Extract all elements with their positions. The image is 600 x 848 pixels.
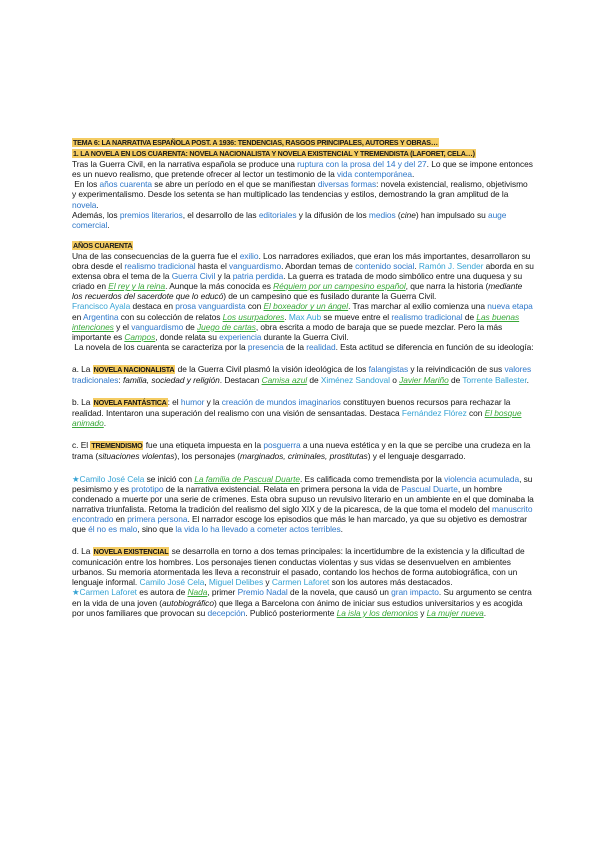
highlighted-term: NOVELA FANTÁSTICA [93, 398, 167, 408]
keyword: creación de mundos imaginarios [221, 397, 341, 408]
text: . [103, 418, 107, 429]
keyword: realidad [306, 341, 336, 352]
text: de [307, 374, 321, 385]
text: . [483, 607, 486, 618]
text: b. La [72, 397, 93, 408]
text: . [340, 524, 343, 534]
text: hasta el [195, 261, 230, 272]
text: . El narrador escoge los episodios que más le han marcado, ya que su objetivo es demostrar que [72, 513, 527, 534]
section-heading-anos-cuarenta [72, 240, 534, 251]
author-name: Camilo José Cela [79, 473, 145, 484]
work-title: El boxeador y un ángel [263, 301, 349, 312]
text: cine [400, 209, 416, 220]
author-name: Torrente Ballester [462, 374, 527, 385]
text: , donde relata su [155, 331, 220, 342]
text: situaciones violentas [98, 451, 175, 462]
keyword: vida contemporánea [336, 169, 412, 180]
text: . [411, 169, 415, 180]
paragraph-cela [72, 474, 534, 535]
text: o [389, 374, 400, 385]
text: , primer [207, 587, 238, 598]
keyword: Premio Nadal [237, 587, 288, 598]
highlighted-term: NOVELA EXISTENCIAL [93, 547, 169, 557]
work-title: Juego de cartas [197, 321, 256, 332]
text: de [183, 321, 198, 332]
text: y la [215, 271, 233, 282]
text: se inició con [144, 473, 195, 484]
text: ) han impulsado su [415, 209, 488, 220]
text: y la difusión de los [296, 209, 369, 220]
text: : el [167, 397, 181, 408]
text: ), los personajes ( [174, 451, 241, 462]
section-label: AÑOS CUARENTA [73, 240, 133, 250]
keyword: exilio [239, 250, 259, 261]
text: . [284, 311, 289, 322]
text: con su colección de relatos [118, 311, 223, 322]
keyword: violencia acumulada [444, 473, 520, 484]
star-icon: ★ [72, 587, 80, 598]
text: marginados, criminales, prostitutas [240, 451, 368, 462]
text: . [526, 374, 529, 385]
text: de [462, 311, 477, 322]
text: en [113, 513, 128, 524]
paragraph-novela-fantastica [72, 397, 534, 428]
text: ) y el lenguaje desgarrado. [367, 451, 466, 462]
paragraph-exilio [72, 251, 534, 301]
keyword: auge comercial [72, 209, 507, 230]
text: de la Guerra Civil plasmó la visión ideológica de los [175, 363, 369, 374]
keyword: prototipo [131, 483, 164, 494]
keyword: contenido social [355, 261, 415, 272]
text: . [414, 261, 419, 272]
keyword: humor [180, 397, 205, 408]
keyword: primera persona [127, 513, 188, 524]
author-name: Miguel Delibes [208, 577, 264, 588]
text: . Destacan [219, 374, 262, 385]
keyword: años cuarenta [99, 179, 152, 190]
paragraph-intro [72, 159, 534, 179]
text: . Es calificada como tremendista por la [300, 473, 445, 484]
text: a. La [72, 363, 93, 374]
text: , su pesimismo y es [72, 473, 533, 494]
highlighted-term: NOVELA NACIONALISTA [93, 364, 175, 374]
text: se mueve entre el [321, 311, 392, 322]
text: . Aunque la más conocida es [165, 281, 274, 292]
text: , un hombre condenado a muerte por una serie de crímenes. Esta obra supuso un revulsivo literario en un ambiente en el que dominaba la narrativa triunfalista. Retoma la tradición del realismo del siglo XIX y de la picaresca, de la que toma el modelo del [72, 483, 534, 514]
paragraph-tremendismo [72, 440, 534, 461]
work-title: Camisa azul [261, 374, 308, 385]
work-title: Los usurpadores [222, 311, 285, 322]
text: y [417, 607, 427, 618]
heading-line-2: 1. LA NOVELA EN LOS CUARENTA: NOVELA NACIONALISTA Y NOVELA EXISTENCIAL Y TREMENDISTA (LAFORET, CELA…) [73, 149, 475, 159]
text: . Esta actitud se diferencia en función de su ideología: [335, 341, 534, 352]
text: y la [204, 397, 222, 408]
keyword: realismo tradicional [124, 261, 196, 272]
keyword: manuscrito encontrado [72, 503, 533, 524]
work-title: El bosque animado [72, 408, 522, 429]
paragraph-forty-years [72, 179, 534, 229]
text: fue una etiqueta impuesta en la [143, 440, 264, 451]
text: con [245, 301, 264, 312]
author-name: Ramón J. Sender [418, 261, 484, 272]
keyword: novela [72, 199, 97, 210]
keyword: diversas formas [317, 179, 377, 190]
keyword: la vida lo ha llevado a cometer actos terribles [175, 524, 341, 534]
text: Tras la Guerra Civil, en la narrativa española se produce una [72, 159, 298, 170]
text: de [448, 374, 463, 385]
text: ) que llega a Barcelona con ánimo de iniciar sus estudios universitarios y es acogida por unos familiares que provocan su [72, 597, 523, 618]
heading-line-1: TEMA 6: LA NARRATIVA ESPAÑOLA POST. A 1936: TENDENCIAS, RASGOS PRINCIPALES, AUTORES Y OBRAS… [73, 138, 438, 147]
text: constituyen buenos recursos para rechazar la realidad. Intentaron una superación del realismo con una visión de sensantadas. Destaca [72, 397, 511, 419]
author-name: Ximénez Sandoval [320, 374, 390, 385]
keyword: Argentina [83, 311, 119, 322]
keyword: experiencia [219, 331, 262, 342]
text: . Los narradores exiliados, que eran los más importantes, desarrollaron su obra desde el [72, 250, 531, 272]
keyword: posguerra [263, 440, 301, 451]
text: . [96, 199, 99, 210]
text: y [263, 577, 272, 588]
keyword: gran impacto [391, 587, 439, 598]
text: c. El [72, 440, 91, 451]
text: Además, los [72, 209, 120, 220]
text: destaca en [130, 301, 176, 312]
text: y la reivindicación de sus [408, 363, 505, 374]
text: Una de las consecuencias de la guerra fue el [72, 250, 240, 261]
text: : [118, 374, 123, 385]
text: de la narrativa existencial. Relata en primera persona la vida de [163, 483, 402, 494]
star-icon: ★ [72, 473, 80, 484]
author-name: Fernández Flórez [401, 408, 467, 419]
text: familia, sociedad y religión [122, 374, 220, 385]
author-name: Camilo José Cela [139, 577, 205, 588]
work-title: Campos [124, 331, 156, 342]
text: . Publicó posteriormente [245, 607, 337, 618]
text: . Abordan temas de [281, 261, 356, 272]
author-name: Francisco Ayala [72, 301, 131, 312]
text: se desarrolla en torno a dos temas principales: la incertidumbre de la existencia y la dificultad de comunicación entre los hombres. Los personajes tienen conductas violentas y sus vidas se desenvuelven en ambientes urbanos. Su memoria atormentada les lleva a reconstruir el pasado, contando los hechos de forma autobiográfica, con un lenguaje informal. [72, 546, 525, 588]
keyword: patria perdida [232, 271, 284, 282]
paragraph-ayala-aub [72, 301, 534, 351]
paragraph-novela-existencial [72, 546, 534, 618]
work-title: El rey y la reina [108, 281, 166, 292]
keyword: falangistas [368, 363, 409, 374]
keyword: decepción [207, 607, 246, 618]
work-title: Réquiem por un campesino español [273, 281, 406, 292]
keyword: presencia [247, 341, 284, 352]
text: a una nueva estética y en la que se percibe una crudeza en la trama ( [72, 440, 531, 462]
text: autobiográfico [162, 597, 214, 608]
work-title: La familia de Pascual Duarte [194, 473, 300, 484]
text: . Lo que se impone entonces es un nuevo realismo, que pretende ofrecer al lector un testimonio de la [72, 159, 533, 180]
text: , sino que [137, 524, 176, 534]
work-title: Las buenas intenciones [72, 311, 520, 332]
text: , [204, 577, 209, 588]
text: . Tras marchar al exilio comienza una [348, 301, 488, 312]
keyword: vanguardismo [131, 321, 184, 332]
work-title: Javier Mariño [399, 374, 449, 385]
keyword: prosa vanguardista [175, 301, 246, 312]
highlighted-term: TREMENDISMO [91, 441, 143, 451]
keyword: editoriales [258, 209, 297, 220]
keyword: Guerra Civil [171, 271, 216, 282]
text: aborda en su extensa obra el tema de la [72, 261, 534, 282]
text: de la [283, 341, 307, 352]
text: durante la Guerra Civil. [261, 331, 349, 342]
text: ) de un campesino que es fusilado durante la Guerra Civil. [223, 291, 437, 302]
text: , el desarrollo de las [182, 209, 259, 220]
keyword: realismo tradicional [391, 311, 463, 322]
text: ( [395, 209, 401, 220]
keyword: valores tradicionales [72, 363, 532, 385]
work-title: La mujer nueva [426, 607, 484, 618]
keyword: él no es malo [88, 524, 138, 534]
work-title: La isla y los demonios [336, 607, 418, 618]
keyword: nueva etapa [487, 301, 533, 312]
document-heading [72, 137, 534, 159]
keyword: medios [368, 209, 396, 220]
document-body [72, 137, 534, 618]
text: y el [113, 321, 132, 332]
paragraph-novela-nacionalista [72, 364, 534, 385]
keyword: vanguardismo [229, 261, 282, 272]
work-title: Nada [187, 587, 208, 598]
keyword: premios literarios [119, 209, 183, 220]
author-name: Max Aub [288, 311, 322, 322]
text: mediante los recuerdos del sacerdote que lo educó [72, 281, 523, 302]
text: son los autores más destacados. [329, 577, 453, 588]
text: : novela existencial, realismo, objetivismo y experimentalismo. Desde los setenta se han multiplicado las tendencias y estilos, demostrando la gran amplitud de la [72, 179, 528, 200]
text: . [107, 219, 110, 230]
author-name: Carmen Laforet [271, 577, 330, 588]
text: se abre un período en el que se manifiestan [151, 179, 318, 190]
text: , obra escrita a modo de baraja que se puede mezclar. Pero la más importante es [72, 321, 503, 342]
text: . La guerra es tratada de modo simbólico entre una duquesa y su criado en [72, 271, 523, 292]
text: d. La [72, 546, 93, 557]
text: , que narra la historia ( [405, 281, 489, 292]
keyword: ruptura con la prosa del 14 y del 27 [297, 159, 427, 170]
author-name: Carmen Laforet [79, 587, 137, 598]
text: . Su argumento se centra en la vida de una joven ( [72, 587, 532, 608]
text: En los [74, 179, 100, 190]
text: con [466, 408, 485, 419]
keyword: Pascual Duarte [401, 483, 458, 494]
text: La novela de los cuarenta se caracteriza por la [74, 341, 248, 352]
text: de la novela, que causó un [287, 587, 392, 598]
text: en [72, 311, 84, 322]
text: es autora de [136, 587, 188, 598]
